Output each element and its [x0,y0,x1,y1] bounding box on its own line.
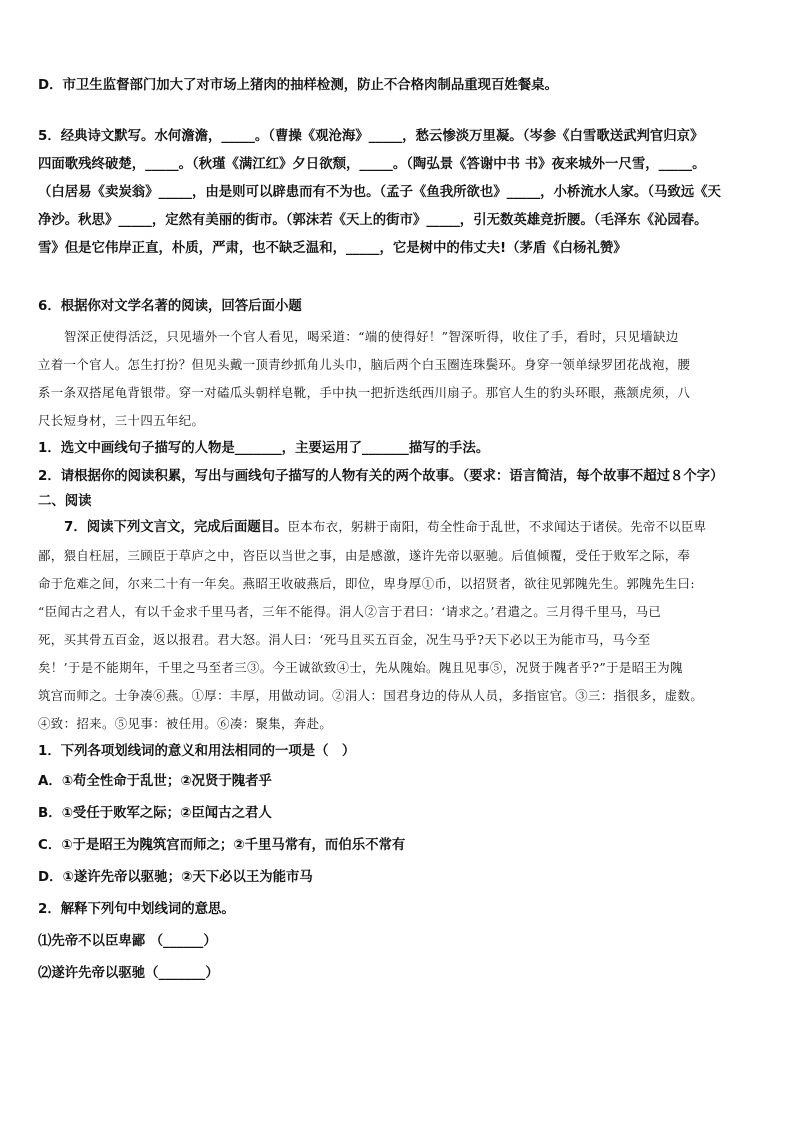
q7-option-d: D．①遂许先帝以驱驰；②天下必以王为能市马 [38,870,313,885]
q7-passage-line-3: “臣闻古之君人，有以千金求千里马者，三年不能得。涓人②言于君曰：‘请求之。’君遣之。三月得千里马，马已 [38,604,662,619]
q6-sub-question-1: 1．选文中画线句子描写的人物是_______，主要运用了_______描写的手法。 [38,441,490,456]
q5-line-2: 四面歌残终破楚，_____。（秋瑾《满江红》夕日欲颓，_____。（陶弘景《答谢中书 书》夜来城外一尺雪，_____。 [38,157,706,172]
section-2-title: 二、阅读 [38,494,92,509]
q5-line-1: 5．经典诗文默写。水何澹澹，_____。（曹操《观沧海》_____，愁云惨淡万里凝。（岑参《白雪歌送武判官归京》 [38,129,704,144]
q7-passage-line-2: 命于危难之间，尔来二十有一年矣。燕昭王收破燕后，即位，卑身厚①币，以招贤者，欲往见郭隗先生。郭隗先生曰: [38,576,695,591]
q6-title: 6．根据你对文学名著的阅读，回答后面小题 [38,299,302,314]
q7-sub-question-2: 2．解释下列句中划线词的意思。 [38,902,235,917]
q7-option-c: C．①于是昭王为隗筑宫而师之；②千里马常有，而伯乐不常有 [38,838,406,853]
q6-block [38,295,756,491]
q6-passage-line-4: 尺长短身材，三十四五年纪。 [38,413,205,428]
q6-sub-question-2: 2．请根据你的阅读积累，写出与画线句子描写的人物有关的两个故事。（要求：语言简洁，每个故事不超过８个字） [38,469,724,484]
q7-blank-1: ⑴先帝不以臣卑鄙 （______） [38,934,217,949]
q7-first-line [38,513,756,542]
q5-line-4: 净沙。秋思》_____，定然有美丽的街市。（郭沫若《天上的街市》_____，引无数英雄竞折腰。（毛泽东《沁园春。 [38,213,708,228]
q7-blank-2: ⑵遂许先帝以驱驰（_______） [38,966,219,981]
q7-passage-line-1: 鄙，猥自枉屈，三顾臣于草庐之中，咨臣以当世之事，由是感激，遂许先帝以驱驰。后值倾覆，受任于败军之际，奉 [38,548,691,563]
q6-passage-line-3: 系一条双搭尾龟背银带。穿一对磕瓜头朝样皂靴，手中执一把折迭纸西川扇子。那官人生的豹头环眼，燕颔虎须，八 [38,385,691,400]
q7-passage-line-5: 矣！’于是不能期年，千里之马至者三③。今王诚欲致④士，先从隗始。隗且见事⑤，况贤于隗者乎?”于是昭王为隗 [38,660,683,675]
q6-passage-line-1: 智深正使得活泛，只见墙外一个官人看见，喝采道：“端的使得好！”智深听得，收住了手，看时，只见墙缺边 [64,329,679,344]
q6-passage-line-2: 立着一个官人。怎生打扮？但见头戴一顶青纱抓角儿头巾，脑后两个白玉圈连珠鬓环。身穿一领单绿罗团花战袍，腰 [38,357,691,372]
q7-option-a: A．①苟全性命于乱世；②况贤于隗者乎 [38,774,272,789]
q5-line-3: （白居易《卖炭翁》_____，由是则可以辟患而有不为也。（孟子《鱼我所欲也》_____，小桥流水人家。（马致远《天 [38,185,721,200]
q7-passage-line-6: 筑宫而师之。士争凑⑥燕。①厚：丰厚，用做动词。②涓人：国君身边的侍从人员，多指宦官。③三：指很多，虚数。 [38,688,704,703]
q7-passage-line-0: 臣本布衣，躬耕于南阳，苟全性命于乱世，不求闻达于诸侯。先帝不以臣卑 [287,519,707,534]
q5-line-5: 雪》但是它伟岸正直，朴质，严肃，也不缺乏温和，_____，它是树中的伟丈夫!（茅盾《白杨礼赞》 [38,241,627,256]
q4-option-d: D．市卫生监督部门加大了对市场上猪肉的抽样检测，防止不合格肉制品重现百姓餐桌。 [38,78,558,93]
q7-heading: 7．阅读下列文言文，完成后面题目。 [64,520,288,535]
q7-passage-line-4: 死，买其骨五百金，返以报君。君大怒。涓人曰：‘死马且买五百金，况生马乎?天下必以王为能市马，马今至 [38,632,651,647]
exam-page [38,76,756,990]
q7-passage-line-7: ④致：招来。⑤见事：被任用。⑥凑：聚集，奔赴。 [38,716,333,731]
q7-option-b: B．①受任于败军之际；②臣闻古之君人 [38,806,272,821]
q7-block [38,513,756,990]
q7-sub-question-1: 1．下列各项划线词的意义和用法相同的一项是（ ） [38,744,356,759]
q5-block [38,123,756,263]
